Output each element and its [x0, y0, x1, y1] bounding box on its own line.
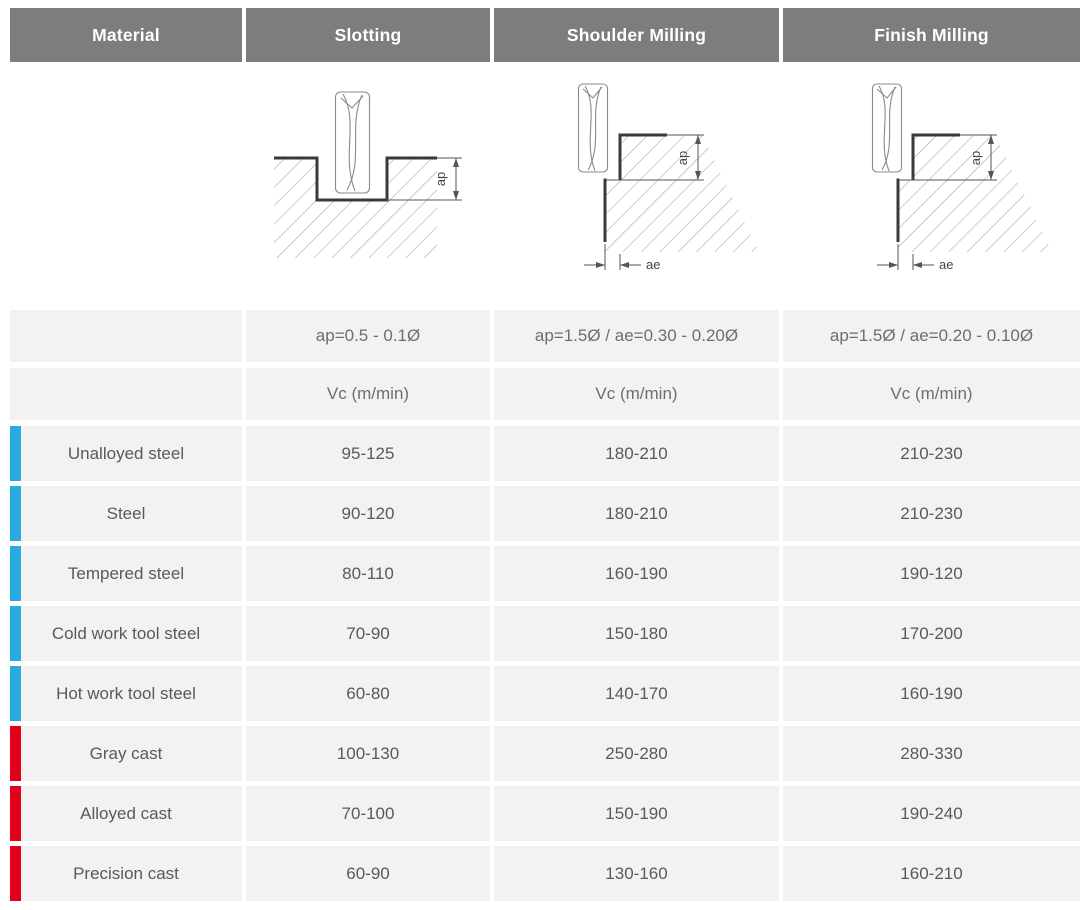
parameter-cell-empty — [10, 310, 242, 362]
material-label: Unalloyed steel — [67, 443, 185, 463]
table-row — [10, 666, 1080, 721]
material-color-indicator — [10, 786, 21, 841]
material-color-indicator — [10, 846, 21, 901]
vc-finish: 170-200 — [783, 606, 1080, 661]
parameter-slotting: ap=0.5 - 0.1Ø — [246, 310, 490, 362]
unit-row — [10, 368, 1080, 420]
material-color-indicator — [10, 726, 21, 781]
header-material: Material — [10, 8, 242, 62]
material-label: Gray cast — [89, 743, 163, 763]
vc-slotting: 70-90 — [246, 606, 490, 661]
ap-label: ap — [968, 150, 983, 166]
table-row — [10, 606, 1080, 661]
unit-cell-empty — [10, 368, 242, 420]
vc-slotting: 60-90 — [246, 846, 490, 901]
vc-shoulder: 250-280 — [494, 726, 779, 781]
vc-slotting: 60-80 — [246, 666, 490, 721]
header-shoulder-milling: Shoulder Milling — [494, 8, 779, 62]
end-mill-icon — [873, 84, 902, 172]
material-cell — [10, 546, 242, 601]
vc-finish: 210-230 — [783, 426, 1080, 481]
unit-slotting: Vc (m/min) — [246, 368, 490, 420]
table-row — [10, 426, 1080, 481]
vc-shoulder: 150-180 — [494, 606, 779, 661]
material-label: Hot work tool steel — [56, 683, 196, 703]
vc-slotting: 90-120 — [246, 486, 490, 541]
vc-finish: 190-240 — [783, 786, 1080, 841]
material-label: Alloyed cast — [80, 803, 172, 823]
material-label: Tempered steel — [67, 563, 185, 583]
parameter-finish: ap=1.5Ø / ae=0.20 - 0.10Ø — [783, 310, 1080, 362]
header-slotting: Slotting — [246, 8, 490, 62]
material-cell — [10, 606, 242, 661]
material-cell — [10, 846, 242, 901]
vc-shoulder: 150-190 — [494, 786, 779, 841]
unit-finish: Vc (m/min) — [783, 368, 1080, 420]
parameter-row — [10, 310, 1080, 362]
table-row — [10, 486, 1080, 541]
vc-finish: 190-120 — [783, 546, 1080, 601]
vc-slotting: 80-110 — [246, 546, 490, 601]
vc-finish: 160-210 — [783, 846, 1080, 901]
vc-finish: 280-330 — [783, 726, 1080, 781]
material-label: Precision cast — [73, 863, 179, 883]
vc-shoulder: 140-170 — [494, 666, 779, 721]
slotting-diagram — [246, 68, 490, 302]
ae-label: ae — [646, 257, 661, 272]
material-cell — [10, 786, 242, 841]
header-finish-milling: Finish Milling — [783, 8, 1080, 62]
material-cell — [10, 486, 242, 541]
diagram-band — [10, 68, 1080, 302]
table-row — [10, 726, 1080, 781]
vc-shoulder: 160-190 — [494, 546, 779, 601]
material-cell — [10, 426, 242, 481]
material-label: Steel — [106, 503, 146, 523]
shoulder-milling-diagram — [494, 68, 779, 302]
vc-finish: 160-190 — [783, 666, 1080, 721]
material-label: Cold work tool steel — [51, 623, 201, 643]
vc-finish: 210-230 — [783, 486, 1080, 541]
table-row — [10, 846, 1080, 901]
vc-shoulder: 130-160 — [494, 846, 779, 901]
vc-slotting: 95-125 — [246, 426, 490, 481]
vc-shoulder: 180-210 — [494, 486, 779, 541]
material-color-indicator — [10, 486, 21, 541]
material-cell — [10, 726, 242, 781]
unit-shoulder: Vc (m/min) — [494, 368, 779, 420]
vc-shoulder: 180-210 — [494, 426, 779, 481]
parameter-shoulder: ap=1.5Ø / ae=0.30 - 0.20Ø — [494, 310, 779, 362]
vc-slotting: 100-130 — [246, 726, 490, 781]
vc-slotting: 70-100 — [246, 786, 490, 841]
material-color-indicator — [10, 426, 21, 481]
ae-label: ae — [939, 257, 954, 272]
table-row — [10, 546, 1080, 601]
material-color-indicator — [10, 606, 21, 661]
table-header-row — [10, 8, 1080, 62]
end-mill-icon — [579, 84, 608, 172]
end-mill-icon — [336, 92, 370, 193]
material-color-indicator — [10, 666, 21, 721]
ap-label: ap — [675, 150, 690, 166]
table-row — [10, 786, 1080, 841]
material-color-indicator — [10, 546, 21, 601]
material-cell — [10, 666, 242, 721]
finish-milling-diagram — [783, 68, 1080, 302]
ap-label: ap — [433, 171, 448, 187]
